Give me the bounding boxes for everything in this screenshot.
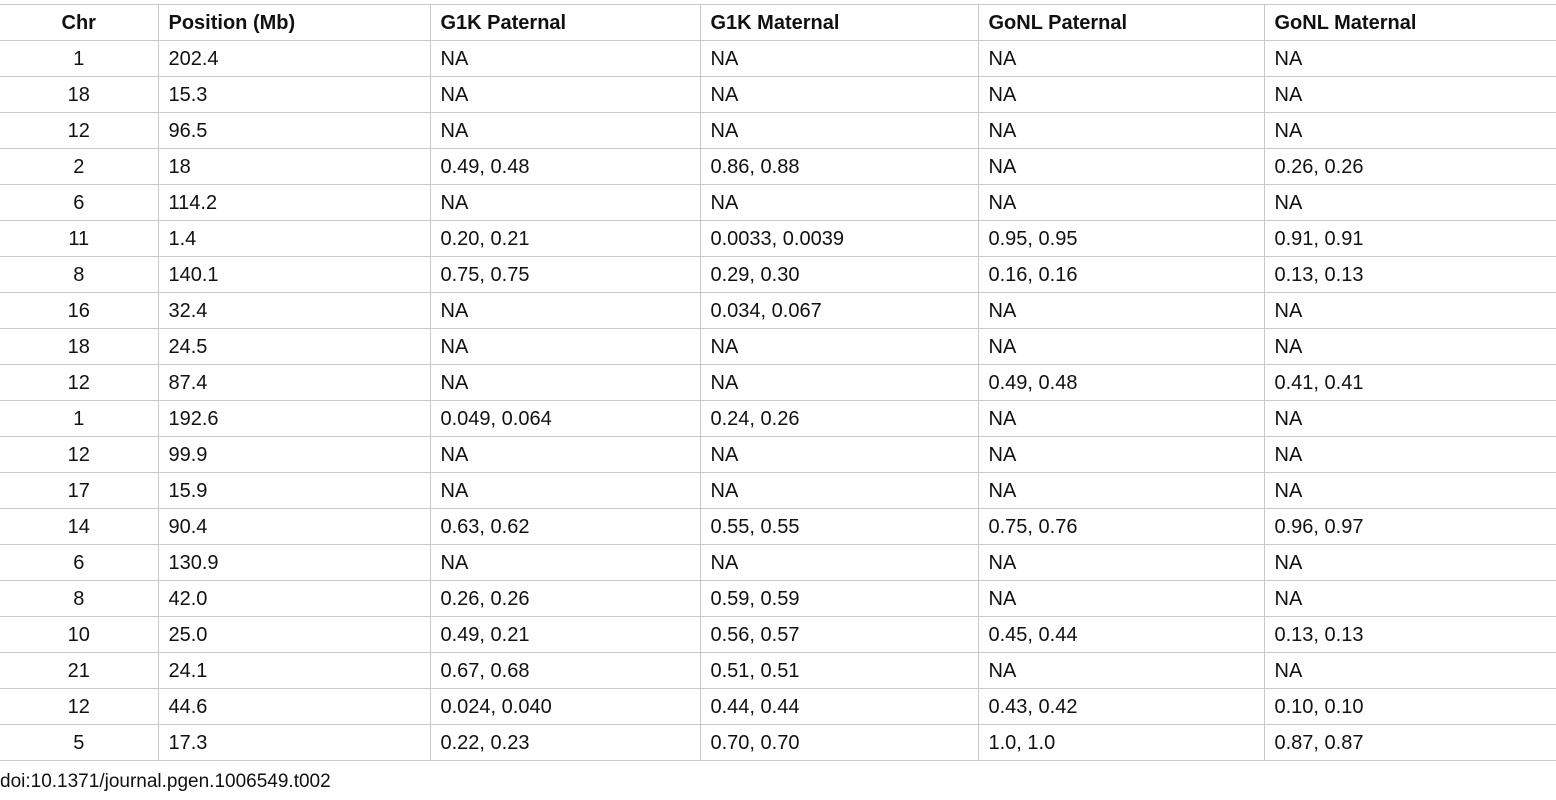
gonl-paternal-cell: NA xyxy=(978,329,1264,365)
gonl-paternal-cell: NA xyxy=(978,653,1264,689)
chr-cell: 17 xyxy=(0,473,158,509)
table-row xyxy=(0,653,1556,689)
gonl-maternal-cell: 0.13, 0.13 xyxy=(1264,257,1556,293)
table-row xyxy=(0,401,1556,437)
g1k-maternal-cell: 0.59, 0.59 xyxy=(700,581,978,617)
gonl-paternal-cell: NA xyxy=(978,401,1264,437)
position-cell: 32.4 xyxy=(158,293,430,329)
position-cell: 24.5 xyxy=(158,329,430,365)
g1k-maternal-cell: NA xyxy=(700,185,978,221)
doi-footnote: doi:10.1371/journal.pgen.1006549.t002 xyxy=(0,771,331,792)
chr-cell: 18 xyxy=(0,329,158,365)
gonl-paternal-cell: NA xyxy=(978,149,1264,185)
gonl-paternal-cell: NA xyxy=(978,185,1264,221)
gonl-maternal-cell: NA xyxy=(1264,437,1556,473)
g1k-maternal-cell: 0.29, 0.30 xyxy=(700,257,978,293)
chr-cell: 8 xyxy=(0,581,158,617)
g1k-maternal-cell: NA xyxy=(700,365,978,401)
g1k-paternal-cell: NA xyxy=(430,113,700,149)
chr-cell: 10 xyxy=(0,617,158,653)
chr-cell: 12 xyxy=(0,365,158,401)
g1k-maternal-cell: NA xyxy=(700,113,978,149)
gonl-paternal-cell: NA xyxy=(978,41,1264,77)
chr-cell: 1 xyxy=(0,41,158,77)
table-row xyxy=(0,185,1556,221)
data-table-container xyxy=(0,4,1556,761)
g1k-paternal-cell: 0.49, 0.21 xyxy=(430,617,700,653)
position-cell: 1.4 xyxy=(158,221,430,257)
gonl-maternal-cell: 0.96, 0.97 xyxy=(1264,509,1556,545)
chr-cell: 12 xyxy=(0,689,158,725)
data-table xyxy=(0,4,1556,761)
g1k-paternal-cell: 0.49, 0.48 xyxy=(430,149,700,185)
gonl-paternal-cell: 0.45, 0.44 xyxy=(978,617,1264,653)
g1k-paternal-cell: 0.024, 0.040 xyxy=(430,689,700,725)
g1k-paternal-cell: NA xyxy=(430,437,700,473)
table-row xyxy=(0,617,1556,653)
gonl-maternal-cell: NA xyxy=(1264,41,1556,77)
gonl-maternal-cell: NA xyxy=(1264,329,1556,365)
g1k-paternal-cell: NA xyxy=(430,365,700,401)
gonl-maternal-cell: 0.91, 0.91 xyxy=(1264,221,1556,257)
chr-cell: 21 xyxy=(0,653,158,689)
gonl-paternal-cell: NA xyxy=(978,581,1264,617)
position-cell: 15.9 xyxy=(158,473,430,509)
position-cell: 202.4 xyxy=(158,41,430,77)
position-cell: 192.6 xyxy=(158,401,430,437)
g1k-paternal-cell: NA xyxy=(430,545,700,581)
column-header-position: Position (Mb) xyxy=(158,5,430,41)
table-row xyxy=(0,509,1556,545)
position-cell: 44.6 xyxy=(158,689,430,725)
g1k-maternal-cell: NA xyxy=(700,545,978,581)
gonl-paternal-cell: 0.16, 0.16 xyxy=(978,257,1264,293)
gonl-maternal-cell: NA xyxy=(1264,185,1556,221)
chr-cell: 12 xyxy=(0,113,158,149)
gonl-maternal-cell: NA xyxy=(1264,545,1556,581)
table-row xyxy=(0,113,1556,149)
g1k-paternal-cell: 0.049, 0.064 xyxy=(430,401,700,437)
gonl-maternal-cell: NA xyxy=(1264,653,1556,689)
chr-cell: 6 xyxy=(0,545,158,581)
table-row xyxy=(0,581,1556,617)
g1k-paternal-cell: 0.22, 0.23 xyxy=(430,725,700,761)
table-row xyxy=(0,41,1556,77)
gonl-paternal-cell: 0.49, 0.48 xyxy=(978,365,1264,401)
g1k-maternal-cell: 0.034, 0.067 xyxy=(700,293,978,329)
position-cell: 99.9 xyxy=(158,437,430,473)
chr-cell: 5 xyxy=(0,725,158,761)
position-cell: 15.3 xyxy=(158,77,430,113)
g1k-maternal-cell: 0.70, 0.70 xyxy=(700,725,978,761)
column-header-gonl-paternal: GoNL Paternal xyxy=(978,5,1264,41)
g1k-maternal-cell: NA xyxy=(700,437,978,473)
table-row xyxy=(0,689,1556,725)
g1k-paternal-cell: 0.75, 0.75 xyxy=(430,257,700,293)
chr-cell: 2 xyxy=(0,149,158,185)
chr-cell: 11 xyxy=(0,221,158,257)
g1k-maternal-cell: 0.55, 0.55 xyxy=(700,509,978,545)
g1k-maternal-cell: NA xyxy=(700,77,978,113)
table-row xyxy=(0,473,1556,509)
gonl-maternal-cell: 0.13, 0.13 xyxy=(1264,617,1556,653)
column-header-g1k-maternal: G1K Maternal xyxy=(700,5,978,41)
position-cell: 25.0 xyxy=(158,617,430,653)
g1k-paternal-cell: 0.63, 0.62 xyxy=(430,509,700,545)
gonl-maternal-cell: NA xyxy=(1264,581,1556,617)
g1k-maternal-cell: 0.24, 0.26 xyxy=(700,401,978,437)
g1k-maternal-cell: NA xyxy=(700,473,978,509)
table-body xyxy=(0,41,1556,761)
gonl-paternal-cell: 1.0, 1.0 xyxy=(978,725,1264,761)
g1k-maternal-cell: NA xyxy=(700,41,978,77)
g1k-paternal-cell: NA xyxy=(430,185,700,221)
header-row xyxy=(0,5,1556,41)
g1k-paternal-cell: NA xyxy=(430,293,700,329)
g1k-maternal-cell: 0.51, 0.51 xyxy=(700,653,978,689)
position-cell: 87.4 xyxy=(158,365,430,401)
g1k-paternal-cell: NA xyxy=(430,77,700,113)
position-cell: 18 xyxy=(158,149,430,185)
table-row xyxy=(0,365,1556,401)
gonl-paternal-cell: NA xyxy=(978,293,1264,329)
gonl-paternal-cell: NA xyxy=(978,113,1264,149)
gonl-maternal-cell: 0.41, 0.41 xyxy=(1264,365,1556,401)
table-row xyxy=(0,437,1556,473)
position-cell: 24.1 xyxy=(158,653,430,689)
gonl-paternal-cell: NA xyxy=(978,437,1264,473)
gonl-maternal-cell: 0.10, 0.10 xyxy=(1264,689,1556,725)
g1k-maternal-cell: 0.56, 0.57 xyxy=(700,617,978,653)
gonl-maternal-cell: NA xyxy=(1264,473,1556,509)
table-row xyxy=(0,221,1556,257)
position-cell: 114.2 xyxy=(158,185,430,221)
chr-cell: 18 xyxy=(0,77,158,113)
table-row xyxy=(0,257,1556,293)
g1k-maternal-cell: NA xyxy=(700,329,978,365)
gonl-paternal-cell: NA xyxy=(978,77,1264,113)
table-row xyxy=(0,149,1556,185)
table-row xyxy=(0,293,1556,329)
g1k-paternal-cell: 0.67, 0.68 xyxy=(430,653,700,689)
gonl-paternal-cell: NA xyxy=(978,545,1264,581)
position-cell: 130.9 xyxy=(158,545,430,581)
g1k-maternal-cell: 0.0033, 0.0039 xyxy=(700,221,978,257)
position-cell: 140.1 xyxy=(158,257,430,293)
chr-cell: 14 xyxy=(0,509,158,545)
column-header-chr: Chr xyxy=(0,5,158,41)
position-cell: 96.5 xyxy=(158,113,430,149)
g1k-paternal-cell: NA xyxy=(430,41,700,77)
g1k-maternal-cell: 0.86, 0.88 xyxy=(700,149,978,185)
gonl-maternal-cell: NA xyxy=(1264,401,1556,437)
chr-cell: 6 xyxy=(0,185,158,221)
gonl-paternal-cell: 0.75, 0.76 xyxy=(978,509,1264,545)
chr-cell: 16 xyxy=(0,293,158,329)
column-header-g1k-paternal: G1K Paternal xyxy=(430,5,700,41)
column-header-gonl-maternal: GoNL Maternal xyxy=(1264,5,1556,41)
gonl-paternal-cell: NA xyxy=(978,473,1264,509)
g1k-paternal-cell: 0.26, 0.26 xyxy=(430,581,700,617)
g1k-paternal-cell: NA xyxy=(430,473,700,509)
g1k-paternal-cell: NA xyxy=(430,329,700,365)
position-cell: 90.4 xyxy=(158,509,430,545)
gonl-maternal-cell: NA xyxy=(1264,113,1556,149)
g1k-paternal-cell: 0.20, 0.21 xyxy=(430,221,700,257)
table-row xyxy=(0,725,1556,761)
position-cell: 42.0 xyxy=(158,581,430,617)
gonl-maternal-cell: 0.87, 0.87 xyxy=(1264,725,1556,761)
table-row xyxy=(0,329,1556,365)
table-row xyxy=(0,545,1556,581)
gonl-paternal-cell: 0.43, 0.42 xyxy=(978,689,1264,725)
gonl-maternal-cell: 0.26, 0.26 xyxy=(1264,149,1556,185)
chr-cell: 1 xyxy=(0,401,158,437)
gonl-maternal-cell: NA xyxy=(1264,293,1556,329)
chr-cell: 12 xyxy=(0,437,158,473)
chr-cell: 8 xyxy=(0,257,158,293)
position-cell: 17.3 xyxy=(158,725,430,761)
gonl-paternal-cell: 0.95, 0.95 xyxy=(978,221,1264,257)
gonl-maternal-cell: NA xyxy=(1264,77,1556,113)
table-row xyxy=(0,77,1556,113)
g1k-maternal-cell: 0.44, 0.44 xyxy=(700,689,978,725)
